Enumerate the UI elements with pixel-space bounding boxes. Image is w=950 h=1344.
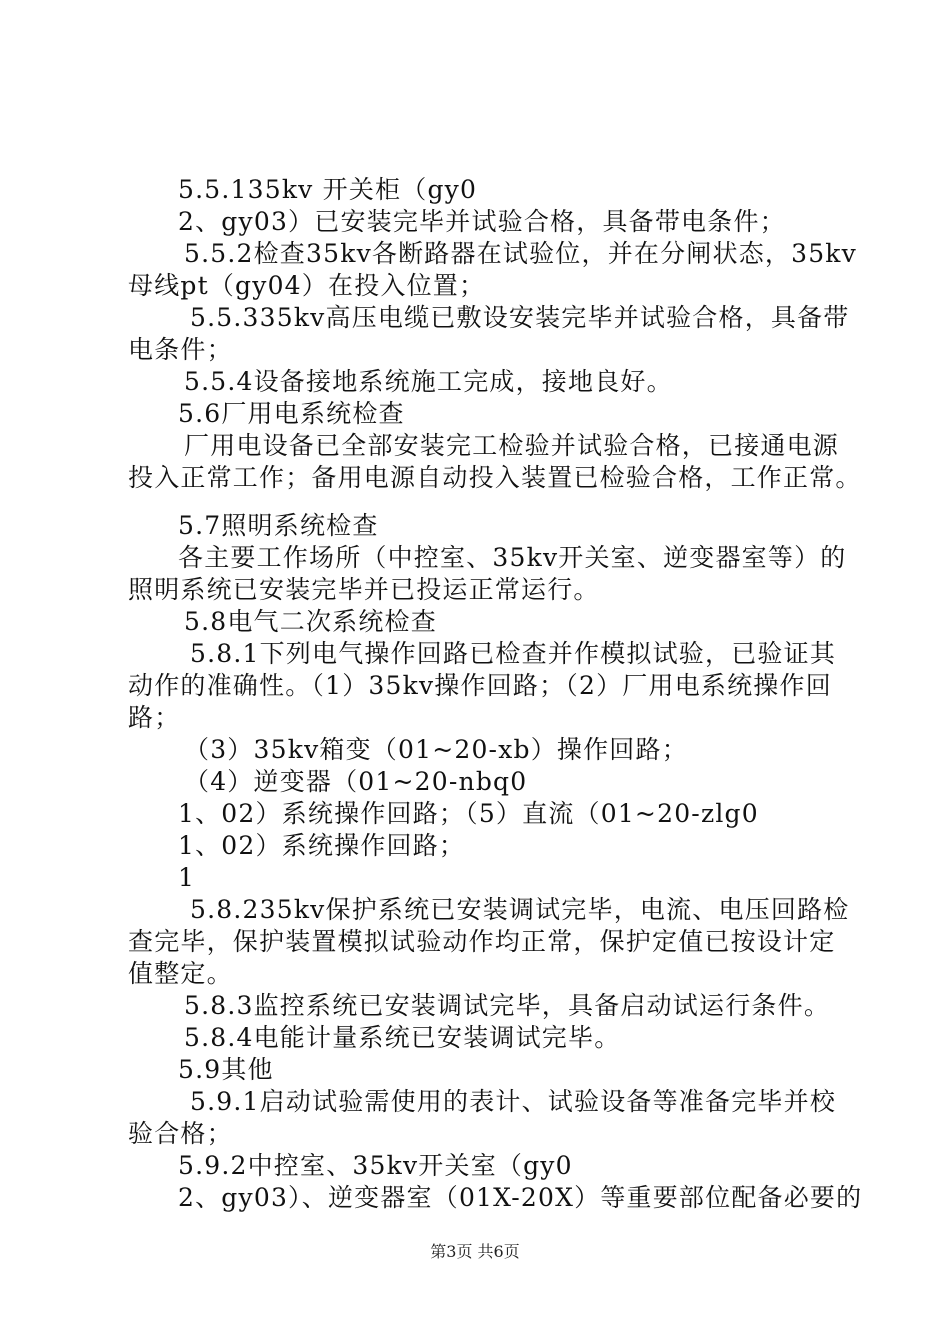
text-line: 验合格； [128, 1119, 233, 1148]
text-line: 5.5.2检查35kv各断路器在试验位，并在分闸状态，35kv [184, 239, 857, 268]
text-line: 5.8.4电能计量系统已安装调试完毕。 [184, 1023, 621, 1052]
page-footer: 第3页 共6页 [430, 1242, 520, 1261]
document-body [128, 174, 863, 1214]
text-line: 5.5.135kv 开关柜（gy0 [178, 175, 478, 204]
text-line: 母线pt（gy04）在投入位置； [128, 271, 486, 300]
text-line: 路； [128, 703, 181, 732]
text-line: 照明系统已安装完毕并已投运正常运行。 [128, 575, 600, 604]
text-line: 5.5.4设备接地系统施工完成，接地良好。 [184, 367, 673, 396]
paragraph-gap [128, 494, 834, 510]
text-line: 值整定。 [128, 959, 233, 988]
text-line: 2、gy03）已安装完毕并试验合格，具备带电条件； [178, 207, 786, 236]
text-line: 厂用电设备已全部安装完工检验并试验合格，已接通电源 [184, 431, 840, 460]
text-line: 5.9.2中控室、35kv开关室（gy0 [178, 1151, 573, 1180]
text-line: 1、02）系统操作回路；（5）直流（01~20-zlg0 [178, 799, 759, 828]
text-line: 5.9其他 [178, 1055, 274, 1084]
text-line: （3）35kv箱变（01~20-xb）操作回路； [184, 735, 688, 764]
text-line: 各主要工作场所（中控室、35kv开关室、逆变器室等）的 [178, 543, 847, 572]
text-line: 1 [178, 863, 196, 892]
text-line: 5.8电气二次系统检查 [184, 607, 437, 636]
text-line: 电条件； [128, 335, 233, 364]
text-line: 投入正常工作；备用电源自动投入装置已检验合格，工作正常。 [128, 463, 862, 492]
text-line: 5.8.1下列电气操作回路已检查并作模拟试验，已验证其 [190, 639, 837, 668]
text-line: 5.7照明系统检查 [178, 511, 379, 540]
text-line: 2、gy03）、逆变器室（01X-20X）等重要部位配备必要的 [178, 1183, 863, 1212]
text-line: 5.8.235kv保护系统已安装调试完毕，电流、电压回路检 [190, 895, 850, 924]
text-line: 查完毕，保护装置模拟试验动作均正常，保护定值已按设计定 [128, 927, 836, 956]
text-line: 5.8.3监控系统已安装调试完毕，具备启动试运行条件。 [184, 991, 831, 1020]
text-line: 5.5.335kv高压电缆已敷设安装完毕并试验合格，具备带 [190, 303, 850, 332]
text-line: 5.6厂用电系统检查 [178, 399, 405, 428]
text-line: 动作的准确性。（1）35kv操作回路；（2）厂用电系统操作回 [128, 671, 832, 700]
text-line: 1、02）系统操作回路； [178, 831, 466, 860]
text-line: 5.9.1启动试验需使用的表计、试验设备等准备完毕并校 [190, 1087, 837, 1116]
text-line: （4）逆变器（01~20-nbq0 [184, 767, 528, 796]
